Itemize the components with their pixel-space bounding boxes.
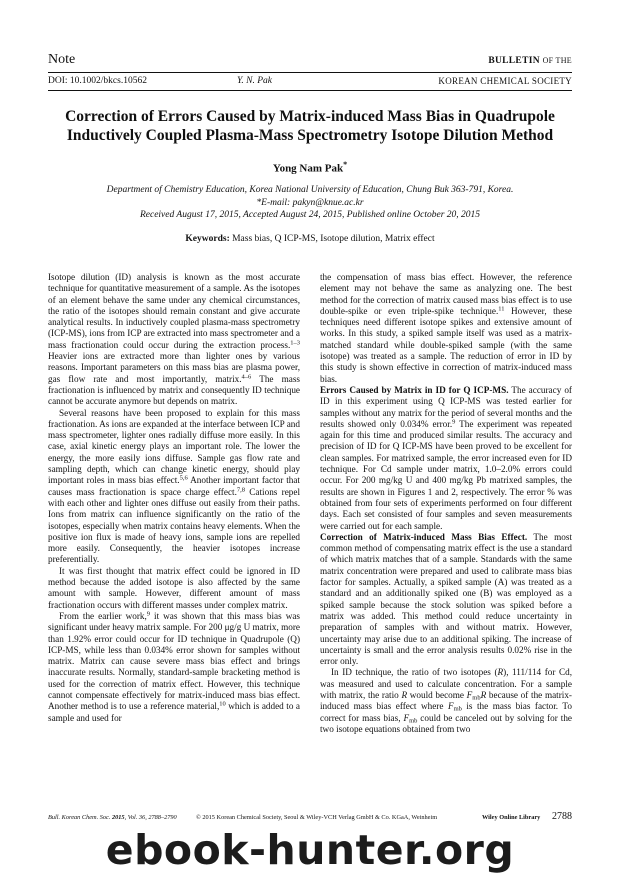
citation: 7,8	[236, 486, 245, 494]
running-author: Y. N. Pak	[237, 76, 273, 86]
bulletin-word: BULLETIN	[488, 56, 540, 66]
paragraph: It was first thought that matrix effect could be ignored in ID method because the added isotope is also affected by the same amount with sample. However, different amount of mass fractionation occurs with different masses under complex matrix.	[48, 565, 300, 610]
author-name	[48, 160, 572, 175]
affiliation-block	[48, 184, 572, 222]
author-text: Yong Nam Pak	[272, 162, 344, 175]
article-type: Note	[48, 52, 76, 67]
paragraph: From the earlier work,$^9$ it was shown that this mass bias was significant under heavy matrix sample. For 200 μg/g U matrix, more than 1.92% error could occur for ID technique in Quadrupole (Q) ICP-MS, while less than 0.034% error shown for samples without matrix. Matrix can cause severe mass bias effect and brings inaccurate results. Normally, standard-sample bracketing method is used for the correction of matrix effect. However, this technique cannot compensate effectively for matrix-induced mass bias effect. Another method is to use a reference material,$^{10}$ which is added to a sample and used for	[48, 610, 300, 723]
left-column	[48, 272, 300, 724]
citation: 4–6	[241, 373, 252, 381]
email: *E-mail: pakyn@knue.ac.kr	[256, 197, 364, 208]
title-line-2: Inductively Coupled Plasma-Mass Spectrometry Isotope Dilution Method	[66, 127, 554, 144]
paragraph: In ID technique, the ratio of two isotopes (R), 111/114 for Cd, was measured and used to calculate concentration. For a sample with matrix, the ratio R would become $F_{mb}R$ because of the matrix-induced mass bias effect where $F_{mb}$ is the mass bias factor. To correct for mass bias, $F_{mb}$ could be canceled out by solving for the two isotope equations obtained from two	[320, 667, 572, 734]
paragraph: Errors Caused by Matrix in ID for Q ICP-MS. The accuracy of ID in this experiment using Q ICP-MS was tested earlier for samples without any matrix for the period of several months and the results showed only 0.034% error.$^9$ The experiment was repeated again for this time and produced similar results. The accuracy and precision of ID for Q ICP-MS have been proved to be excellent for clean samples. For matrixed sample, the error increased even for ID technique. For Cd sample under matrix, 1.0–2.0% errors could occur. For 200 mg/kg U and 400 mg/kg Pb matrixed samples, the results are shown in Figures 1 and 2, respectively. The error % was obtained from four sets of experiments performed on four different days. Each set consisted of four samples and seven measurements were carried out for each sample.	[320, 384, 573, 531]
section-heading: Errors Caused by Matrix in ID for Q ICP-MS.	[320, 384, 509, 395]
author-mark: *	[343, 160, 348, 169]
citation: 9	[146, 610, 151, 618]
article-title	[48, 107, 572, 145]
citation: 1–3	[290, 339, 300, 347]
header-rule-bottom	[48, 90, 572, 91]
of-the-word: OF THE	[542, 56, 572, 65]
citation: 5,6	[179, 474, 188, 482]
title-line-1: Correction of Errors Caused by Matrix-induced Mass Bias in Quadrupole	[65, 108, 555, 125]
header-rule-top	[48, 72, 572, 73]
right-column	[320, 272, 572, 735]
keywords-label: Keywords:	[185, 234, 230, 244]
paragraph: Correction of Matrix-induced Mass Bias Effect. The most common method of compensating matrix effect is the use a standard of which matrix matches that of a sample. Standards with the same matrix concentration were prepared and used to calibrate mass bias factor for samples. Actually, a spiked sample (A) was treated as a standard and an additionally spiked one (B) was employed as a spiked sample because the stock solution was spiked before a matrix was added. This method could reduce uncertainty in preparation of samples with and without matrix. However, uncertainty may arise due to an additional spiking. The increase of uncertainty is small and the error analysis results 0.02% rise in the error only.	[320, 531, 572, 667]
citation: 9	[452, 418, 456, 426]
affiliation: Department of Chemistry Education, Korea National University of Education, Chung Buk 363-791, Korea.	[106, 185, 514, 195]
math-symbol: R	[497, 667, 504, 678]
dates: Received August 17, 2015, Accepted August 24, 2015, Published online October 20, 2015	[139, 210, 481, 220]
paragraph: the compensation of mass bias effect. However, the reference element may not behave the same as analyzing one. The best method for the correction of matrix caused mass bias effect is to use double-spike or even triple-spike technique.$^{11}$ However, these techniques need different isotope spikes and extensive amount of works. In this study, a spiked sample itself was used as a matrix-matched standard while double-spiked sample (with the same isotope) was treated as a sample. The reduction of error in ID by this study is shown effective in correction of matrix-induced mass bias.	[320, 272, 572, 384]
section-heading: Correction of Matrix-induced Mass Bias Effect.	[320, 531, 528, 542]
citation: 11	[498, 305, 505, 313]
page-number: 2788	[552, 811, 572, 822]
keywords-list: Mass bias, Q ICP-MS, Isotope dilution, Matrix effect	[232, 234, 435, 244]
paragraph: Isotope dilution (ID) analysis is known as the most accurate technique for quantitative measurement of a sample. As the isotopes of an element behave the same under any chemical circumstances, the ratio of the isotopes should remain constant and give accurate analytical results. In inductively coupled plasma-mass spectrometry (ICP-MS), ions from ICP are extracted into mass spectrometer and a mass fractionation could occur during the extraction process.$^{1-3}$ Heavier ions are extracted more than lighter ones by various reasons. Important parameters on this mass bias are plasma power, gas flow rate and most importantly, matrix.$^{4-6}$ The mass fractionation is influenced by matrix and consequently ID technique cannot be accurate anymore but depends on matrix.	[48, 272, 301, 407]
journal-name-top	[488, 56, 572, 66]
citation: 10	[219, 700, 226, 708]
keywords	[48, 234, 572, 244]
journal-name-bottom: KOREAN CHEMICAL SOCIETY	[438, 76, 572, 86]
paragraph: Several reasons have been proposed to explain for this mass fractionation. As ions are expanded at the interface between ICP and mass spectrometer, lighter ones radially diffuse more easily. In this case, axial kinetic energy plays an important role. The lower the energy, the more easily ions diffuse. Sample gas flow rate and sampling depth, which can change kinetic energy, should play important roles in mass bias effect.$^{5,6}$ Another important factor that causes mass fractionation is space charge effect.$^{7,8}$ Cations repel with each other and lighter ones diffuse out easily from their paths. Ions from matrix can influence significantly on the ratio of the isotopes, especially when matrix contains heavy elements. When the positive ion flux is made of heavy ions, sample ions are repelled more easily. Consequently, the heavier isotopes increase preferentially.	[48, 407, 301, 565]
watermark: ebook-hunter.org	[105, 826, 515, 874]
doi: DOI: 10.1002/bkcs.10562	[48, 76, 147, 86]
copyright: © 2015 Korean Chemical Society, Seoul & Wiley-VCH Verlag GmbH & Co. KGaA, Weinheim	[196, 814, 438, 821]
wiley-online-library: Wiley Online Library	[482, 814, 541, 821]
journal-citation: Bull. Korean Chem. Soc. 2015, Vol. 36, 2788–2790	[48, 814, 177, 821]
